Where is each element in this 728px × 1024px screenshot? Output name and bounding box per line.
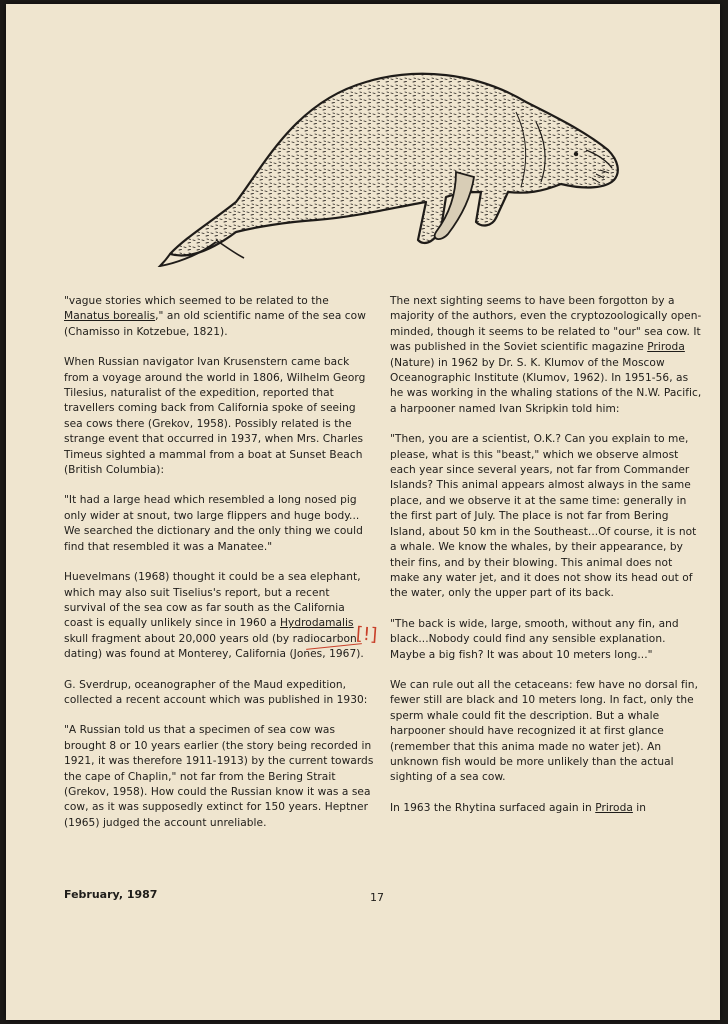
paragraph-huevelmans: Huevelmans (1968) thought it could be a sea elephant, which may also suit Tiselius's report, but a recent survival of the sea cow as far south as the California coast is equally unlikely since in 1960 a Hydrodamalis skull fragment about 20,000 years old (by radiocarbon dating) was found at Monterey, California (Jones, 1967). (64, 571, 364, 661)
paragraph-cetaceans: We can rule out all the cetaceans: few have no dorsal fin, fewer still are black and 10 meters long. In fact, only the sperm whale could fit the description. But a whale harpooner should have recognized it at first glance (remember that this anima made no water jet). An unknown fish would be more unlikely than the actual sighting of a sea cow. (390, 678, 698, 784)
priroda-title: Priroda (647, 341, 685, 354)
quote-skripkin-continued: "The back is wide, large, smooth, without any fin, and black...Nobody could find any sensible explanation. Maybe a big fish? It was about 10 meters long..." (390, 617, 679, 661)
paragraph-1963: In 1963 the Rhytina surfaced again in Priroda in (390, 801, 647, 814)
issue-date: February, 1987 (64, 888, 158, 901)
right-column (390, 294, 702, 831)
paragraph-chamisso: "vague stories which seemed to be related to the Manatus borealis," an old scientific name of the sea cow (Chamisso in Kotzebue, 1821). (64, 295, 366, 338)
paragraph-sverdrup: G. Sverdrup, oceanographer of the Maud expedition, collected a recent account which was published in 1930: (64, 678, 368, 706)
handwritten-margin-note: [!] (355, 623, 378, 646)
sea-cow-drawing-icon (156, 42, 626, 267)
priroda-title-2: Priroda (595, 801, 633, 814)
hydrodamalis-term: Hydrodamalis (280, 617, 354, 630)
page-number: 17 (370, 891, 384, 904)
paragraph-klumov: The next sighting seems to have been forgotton by a majority of the authors, even the cryptozoologically open-minded, though it seems to be related to "our" sea cow. It was published in the Soviet scientific magazine Priroda (Nature) in 1962 by Dr. S. K. Klumov of the Moscow Oceanographic Institute (Klumov, 1962). In 1951-56, as he was working in the whaling stations of the N.W. Pacific, a harpooner named Ivan Skripkin told him: (390, 295, 702, 415)
quote-timeus: "It had a large head which resembled a long nosed pig only wider at snout, two large flippers and huge body... We searched the dictionary and the only thing we could find that resembled it was a Manatee." (64, 494, 363, 553)
manatus-borealis-term: Manatus borealis (64, 310, 156, 323)
magazine-page (6, 4, 720, 1020)
paragraph-krusenstern: When Russian navigator Ivan Krusenstern came back from a voyage around the world in 1806, Wilhelm Georg Tilesius, naturalist of the expedition, reported that travellers coming back from California spoke of seeing sea cows there (Grekov, 1958). Possibly related is the strange event that occurred in 1937, when Mrs. Charles Timeus sighted a mammal from a boat at Sunset Beach (British Columbia): (64, 356, 366, 477)
quote-skripkin: "Then, you are a scientist, O.K.? Can you explain to me, please, what is this "beast," which we observe almost each year since several years, not far from Commander Islands? This animal appears almost always in the same place, and we observe it at the same time: generally in the first part of July. The place is not far from Bering Island, about 50 km in the Southeast...Of course, it is not a whale. We know the whales, by their appearance, by their fins, and by their blowing. This animal does not make any water jet, and it does not show its head out of the water, only the upper part of its back. (390, 433, 697, 600)
left-column (64, 294, 374, 846)
quote-russian: "A Russian told us that a specimen of sea cow was brought 8 or 10 years earlier (the story being recorded in 1921, it was therefore 1911-1913) by the current towards the cape of Chaplin," not far from the Bering Strait (Grekov, 1958). How could the Russian know it was a sea cow, as it was supposedly extinct for 150 years. Heptner (1965) judged the account unreliable. (64, 724, 374, 829)
